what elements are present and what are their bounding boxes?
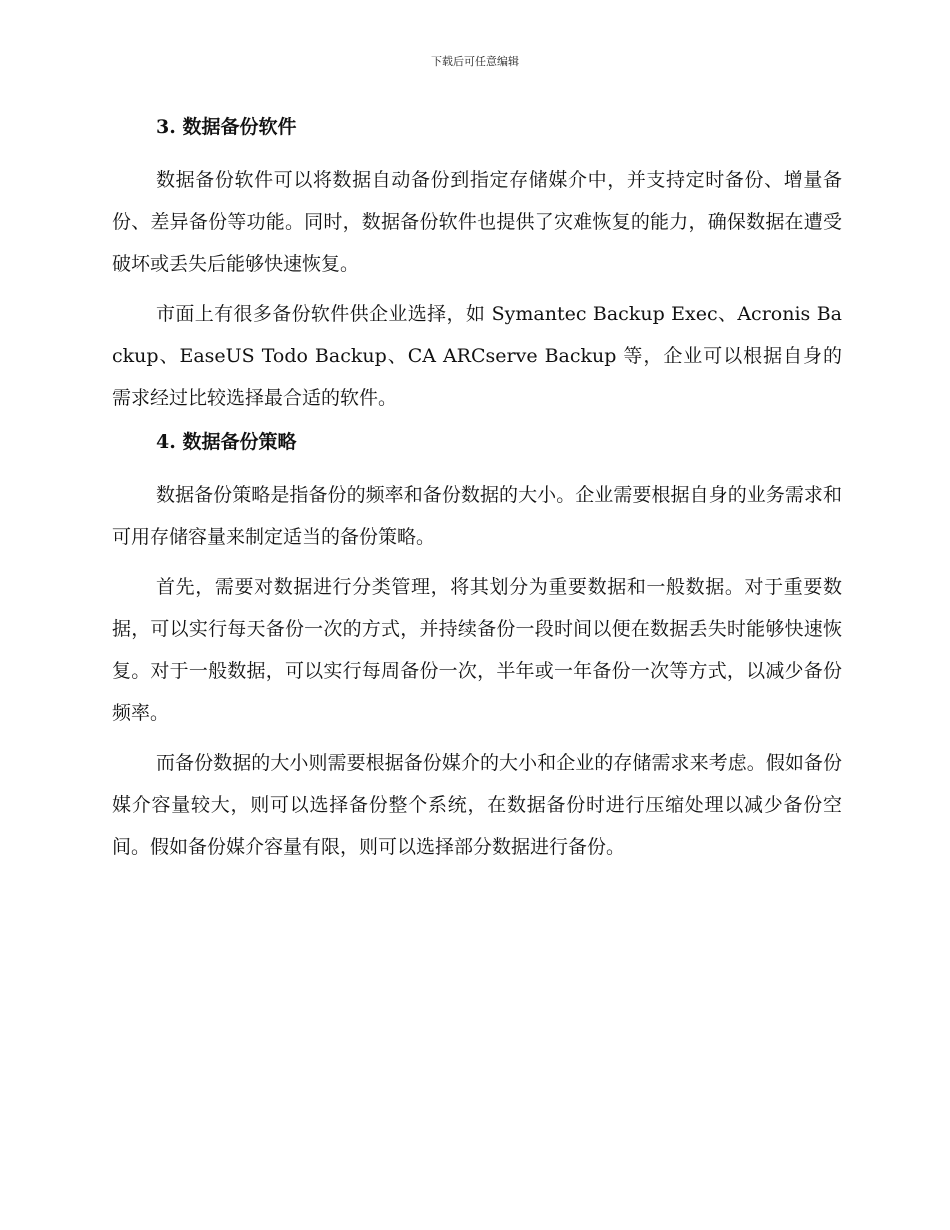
paragraph: 数据备份软件可以将数据自动备份到指定存储媒介中，并支持定时备份、增量备份、差异备份等功能。同时，数据备份软件也提供了灾难恢复的能力，确保数据在遭受破坏或丢失后能够快速恢复。 xyxy=(112,169,842,275)
section-heading-backup-strategy: 4. 数据备份策略 xyxy=(156,431,297,453)
paragraph: 数据备份策略是指备份的频率和备份数据的大小。企业需要根据自身的业务需求和可用存储容量来制定适当的备份策略。 xyxy=(112,484,842,548)
paragraph: 而备份数据的大小则需要根据备份媒介的大小和企业的存储需求来考虑。假如备份媒介容量较大，则可以选择备份整个系统，在数据备份时进行压缩处理以减少备份空间。假如备份媒介容量有限，则可以选择部分数据进行备份。 xyxy=(112,752,842,858)
paragraph: 市面上有很多备份软件供企业选择，如 Symantec Backup Exec、Acronis Backup、EaseUS Todo Backup、CA ARCserve Backup 等，企业可以根据自身的需求经过比较选择最合适的软件。 xyxy=(112,303,842,409)
section-heading-backup-software: 3. 数据备份软件 xyxy=(156,116,297,138)
document-body xyxy=(112,112,842,868)
page-header: 下载后可任意编辑 xyxy=(431,55,519,68)
paragraph: 首先，需要对数据进行分类管理，将其划分为重要数据和一般数据。对于重要数据，可以实行每天备份一次的方式，并持续备份一段时间以便在数据丢失时能够快速恢复。对于一般数据，可以实行每周备份一次，半年或一年备份一次等方式，以减少备份频率。 xyxy=(112,576,842,724)
